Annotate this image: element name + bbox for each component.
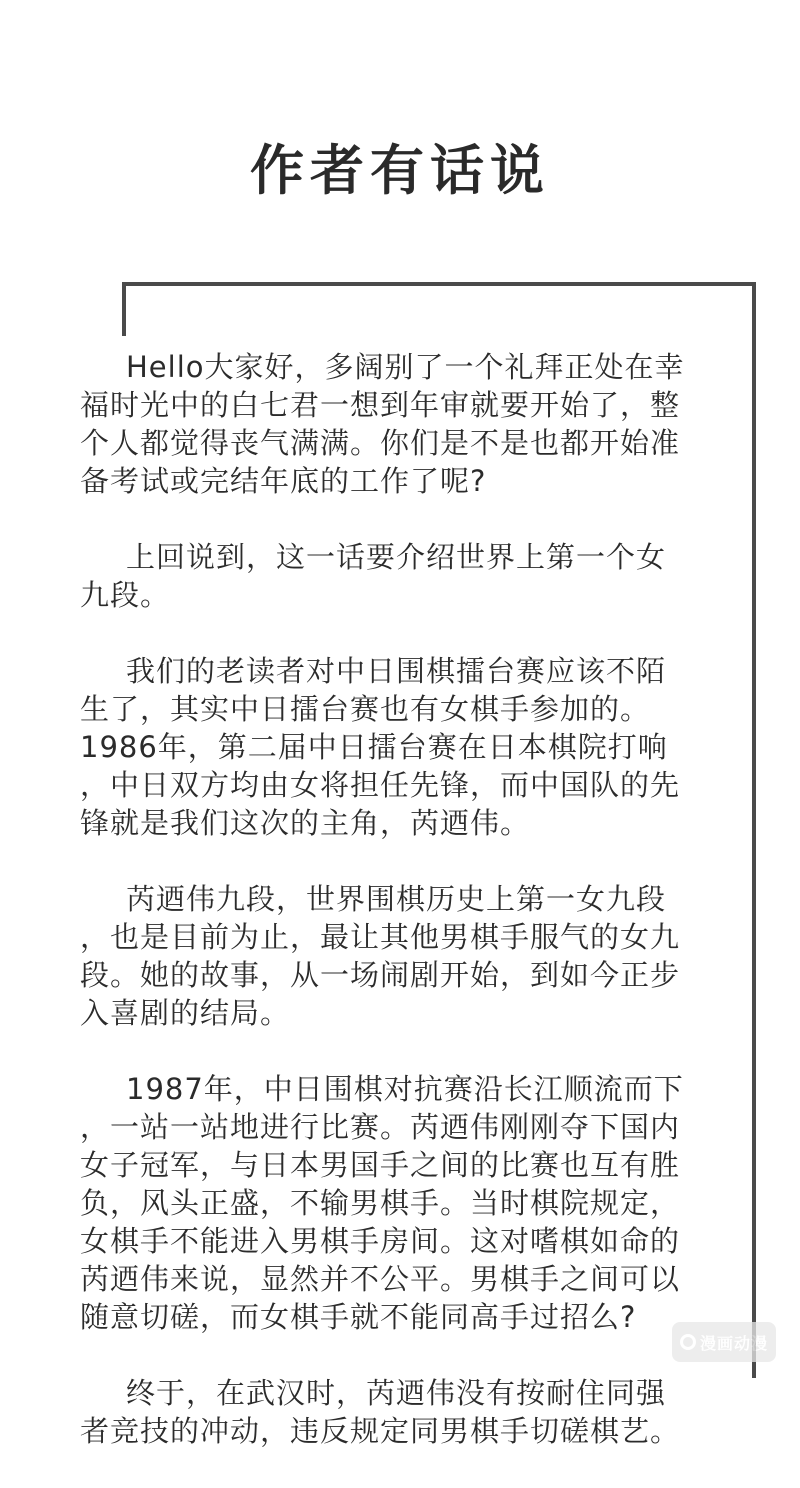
paragraph-2: 上回说到，这一话要介绍世界上第一个女 九段。 (80, 540, 667, 612)
paragraph-4: 芮迺伟九段，世界围棋历史上第一女九段 ，也是目前为止，最让其他男棋手服气的女九 段。她的故事，从一场闹剧开始，到如今正步 入喜剧的结局。 (80, 882, 681, 1030)
logo-icon (680, 1334, 696, 1350)
page-title: 作者有话说 (250, 138, 550, 202)
frame-right-border (752, 282, 756, 1378)
paragraph-6: 终于，在武汉时，芮迺伟没有按耐住同强 者竞技的冲动，违反规定同男棋手切磋棋艺。 (80, 1376, 681, 1448)
paragraph-1: Hello大家好，多阔别了一个礼拜正处在幸 福时光中的白七君一想到年审就要开始了，整 个人都觉得丧气满满。你们是不是也都开始准 备考试或完结年底的工作了呢? (80, 350, 685, 498)
article-body (80, 348, 740, 1488)
frame-top-border (122, 282, 756, 286)
paragraph-5: 1987年，中日围棋对抗赛沿长江顺流而下 ，一站一站地进行比赛。芮迺伟刚刚夺下国内 女子冠军，与日本男国手之间的比赛也互有胜 负，风头正盛，不输男棋手。当时棋院规定， 女棋手不能进入男棋手房间。这对嗜棋如命的 芮迺伟来说，显然并不公平。男棋手之间可以 随意切磋，而女棋手就不能同高手过招么? (80, 1072, 684, 1334)
frame-left-border (122, 282, 126, 336)
watermark-text: 漫画动漫 (699, 1333, 768, 1353)
watermark-logo (672, 1322, 776, 1362)
paragraph-3: 我们的老读者对中日围棋擂台赛应该不陌 生了，其实中日擂台赛也有女棋手参加的。 1986年，第二届中日擂台赛在日本棋院打响 ，中日双方均由女将担任先锋，而中国队的先 锋就是我们这次的主角，芮迺伟。 (80, 654, 681, 840)
